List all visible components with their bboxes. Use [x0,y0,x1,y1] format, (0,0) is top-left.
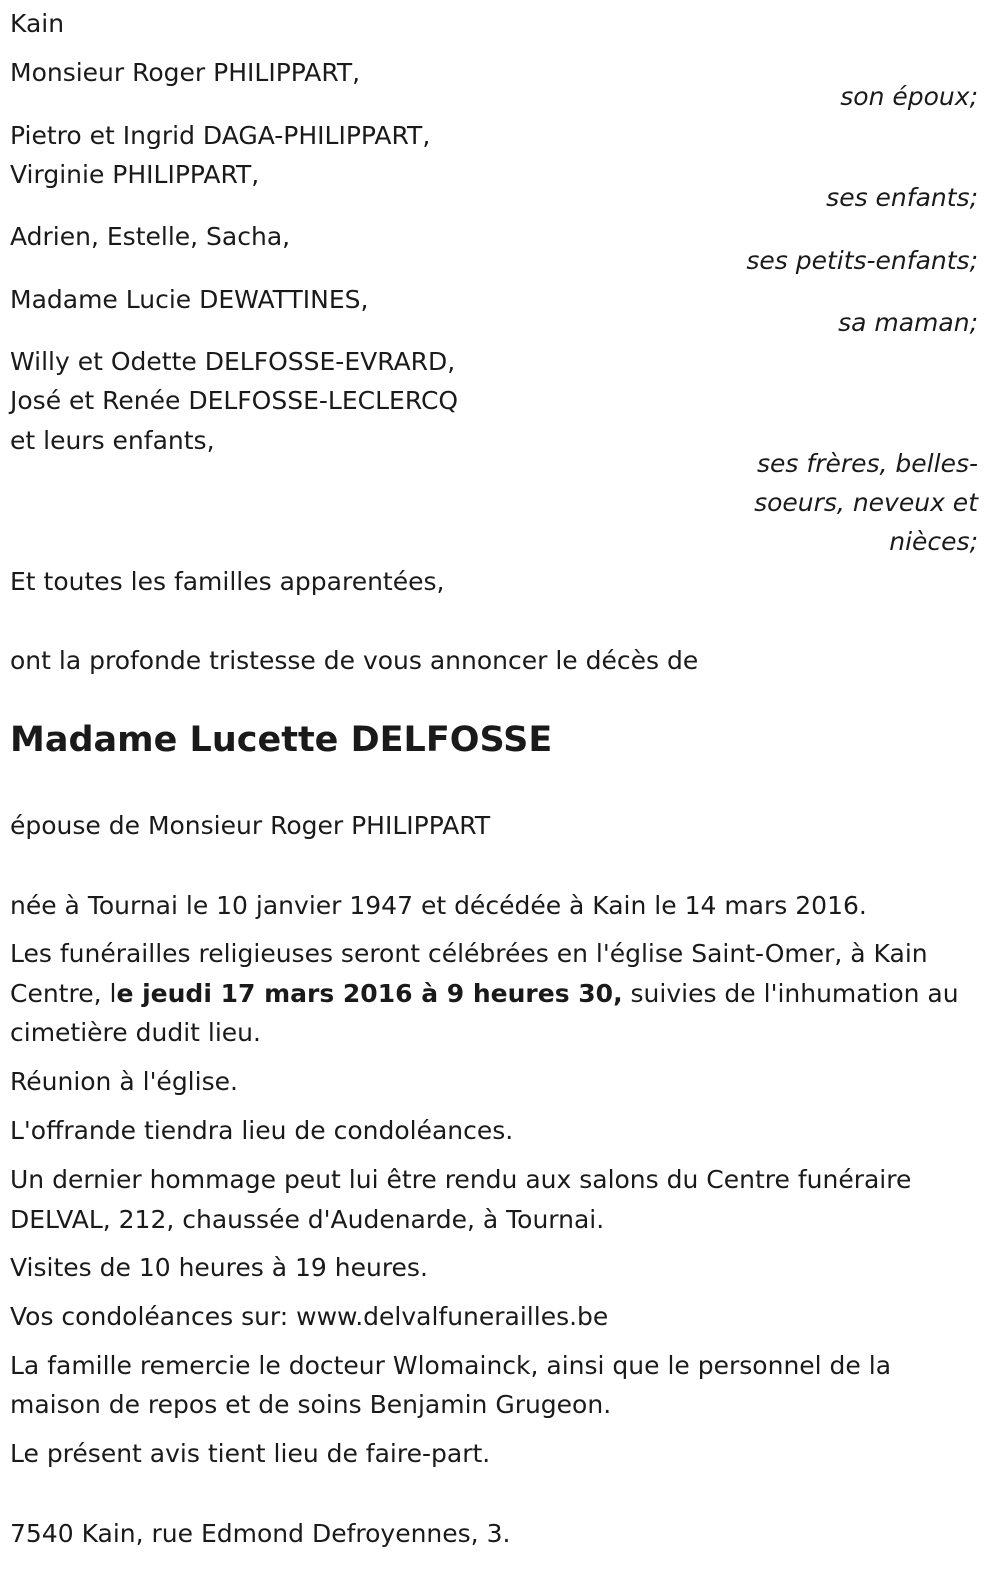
spouse-line: épouse de Monsieur Roger PHILIPPART [10,811,491,840]
deceased-name: Madame Lucette DELFOSSE [10,720,553,760]
condolences-line: Vos condoléances sur: www.delvalfunerailles.be [10,1302,609,1331]
notice-line: Le présent avis tient lieu de faire-part. [10,1439,491,1468]
family-siblings-name-2: José et Renée DELFOSSE-LECLERCQ [10,386,459,415]
funeral-line-3: cimetière dudit lieu. [10,1018,261,1047]
funeral-line-2-start: Centre, l [10,979,117,1008]
address-line: 7540 Kain, rue Edmond Defroyennes, 3. [10,1519,511,1548]
relation-spouse: son époux; [840,82,978,111]
family-mother-name: Madame Lucie DEWATTINES, [10,285,369,314]
visits-line: Visites de 10 heures à 19 heures. [10,1253,428,1282]
relation-grandchildren: ses petits-enfants; [746,246,978,275]
family-children-name-2: Virginie PHILIPPART, [10,160,260,189]
thanks-line-2: maison de repos et de soins Benjamin Grugeon. [10,1390,612,1419]
meeting-line: Réunion à l'église. [10,1067,238,1096]
family-siblings-name-1: Willy et Odette DELFOSSE-EVRARD, [10,347,456,376]
relation-siblings-3: nièces; [889,527,978,556]
funeral-line-2-end: suivies de l'inhumation au [622,979,959,1008]
tribute-line-1: Un dernier hommage peut lui être rendu aux salons du Centre funéraire [10,1165,912,1194]
relation-siblings-2: soeurs, neveux et [754,488,978,517]
funeral-date-time: e jeudi 17 mars 2016 à 9 heures 30, [116,979,623,1008]
thanks-line-1: La famille remercie le docteur Wlomainck, ainsi que le personnel de la [10,1351,892,1380]
birth-death-line: née à Tournai le 10 janvier 1947 et décédée à Kain le 14 mars 2016. [10,891,867,920]
tribute-line-2: DELVAL, 212, chaussée d'Audenarde, à Tournai. [10,1205,605,1234]
relation-mother: sa maman; [838,308,978,337]
other-families: Et toutes les familles apparentées, [10,567,445,596]
family-grandchildren-names: Adrien, Estelle, Sacha, [10,222,291,251]
relation-siblings-1: ses frères, belles- [757,449,978,478]
offering-line: L'offrande tiendra lieu de condoléances. [10,1116,514,1145]
family-siblings-name-3: et leurs enfants, [10,426,215,455]
place-heading: Kain [10,9,65,38]
announcement-text: ont la profonde tristesse de vous annoncer le décès de [10,646,699,675]
relation-children: ses enfants; [826,183,978,212]
funeral-line-2 [10,974,959,1014]
family-children-name-1: Pietro et Ingrid DAGA-PHILIPPART, [10,121,431,150]
funeral-line-1: Les funérailles religieuses seront célébrées en l'église Saint-Omer, à Kain [10,939,928,968]
family-spouse-name: Monsieur Roger PHILIPPART, [10,58,361,87]
